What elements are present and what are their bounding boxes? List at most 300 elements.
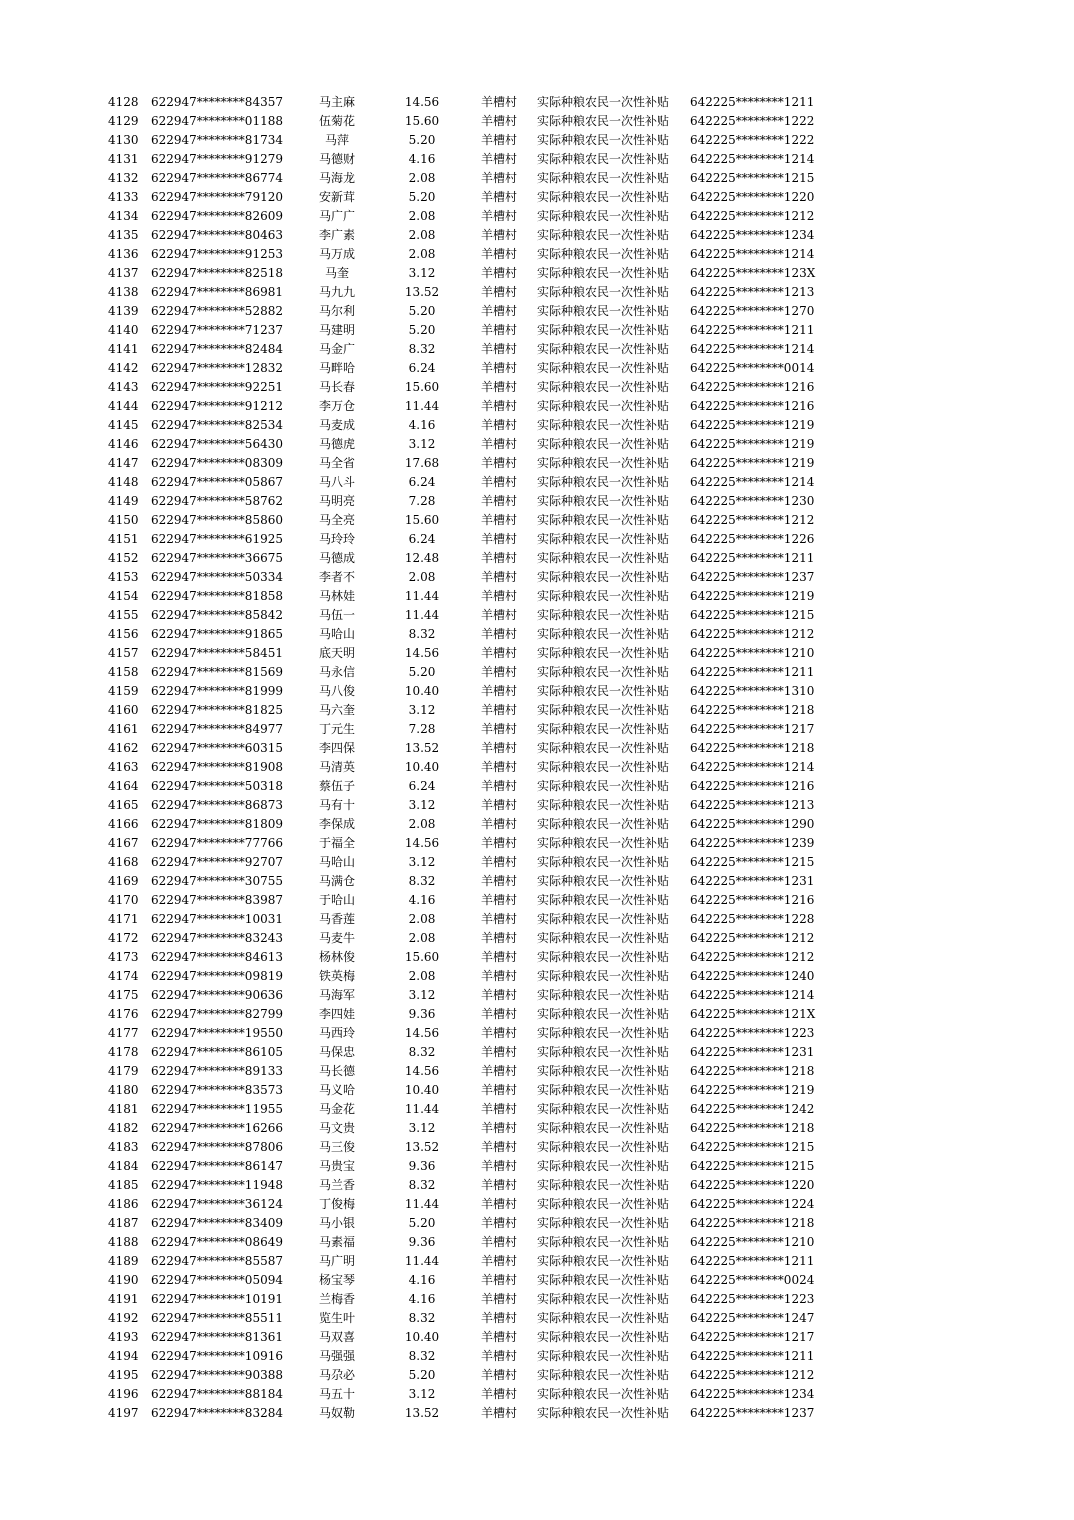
- village-name: 羊槽村: [480, 418, 517, 432]
- subsidy-type: 实际种粮农民一次性补贴: [536, 703, 669, 717]
- subsidy-amount: 14.56: [404, 1064, 440, 1078]
- table-row: [0, 1005, 1074, 1024]
- table-row: [0, 910, 1074, 929]
- village-name: 羊槽村: [480, 1045, 517, 1059]
- farmer-name: 马伍一: [318, 608, 355, 622]
- bank-card-number: 622947********82534: [151, 418, 283, 432]
- row-index: 4166: [108, 817, 139, 831]
- row-index: 4161: [108, 722, 139, 736]
- bank-card-number: 622947********60315: [151, 741, 283, 755]
- subsidy-amount: 3.12: [408, 1121, 436, 1135]
- row-index: 4139: [108, 304, 139, 318]
- table-row: [0, 1024, 1074, 1043]
- subsidy-type: 实际种粮农民一次性补贴: [536, 1406, 669, 1420]
- farmer-name: 丁俊梅: [318, 1197, 355, 1211]
- bank-card-number: 622947********01188: [151, 114, 283, 128]
- village-name: 羊槽村: [480, 95, 517, 109]
- row-index: 4146: [108, 437, 139, 451]
- bank-card-number: 622947********79120: [151, 190, 283, 204]
- village-name: 羊槽村: [480, 1178, 517, 1192]
- subsidy-amount: 14.56: [404, 836, 440, 850]
- id-card-number: 642225********1217: [690, 1330, 815, 1344]
- id-card-number: 642225********0014: [690, 361, 815, 375]
- bank-card-number: 622947********83573: [151, 1083, 283, 1097]
- village-name: 羊槽村: [480, 779, 517, 793]
- village-name: 羊槽村: [480, 931, 517, 945]
- bank-card-number: 622947********92707: [151, 855, 283, 869]
- village-name: 羊槽村: [480, 304, 517, 318]
- row-index: 4138: [108, 285, 139, 299]
- subsidy-amount: 3.12: [408, 798, 436, 812]
- row-index: 4169: [108, 874, 139, 888]
- id-card-number: 642225********1216: [690, 779, 815, 793]
- subsidy-type: 实际种粮农民一次性补贴: [536, 646, 669, 660]
- subsidy-type: 实际种粮农民一次性补贴: [536, 1292, 669, 1306]
- id-card-number: 642225********1215: [690, 855, 815, 869]
- farmer-name: 览生叶: [318, 1311, 355, 1325]
- row-index: 4185: [108, 1178, 139, 1192]
- subsidy-type: 实际种粮农民一次性补贴: [536, 551, 669, 565]
- id-card-number: 642225********1213: [690, 798, 815, 812]
- id-card-number: 642225********121X: [690, 1007, 816, 1021]
- id-card-number: 642225********1231: [690, 1045, 815, 1059]
- id-card-number: 642225********1218: [690, 1064, 815, 1078]
- subsidy-amount: 8.32: [408, 1311, 436, 1325]
- id-card-number: 642225********1247: [690, 1311, 815, 1325]
- subsidy-type: 实际种粮农民一次性补贴: [536, 1007, 669, 1021]
- row-index: 4180: [108, 1083, 139, 1097]
- bank-card-number: 622947********83987: [151, 893, 283, 907]
- bank-card-number: 622947********81858: [151, 589, 283, 603]
- table-row: [0, 530, 1074, 549]
- row-index: 4132: [108, 171, 139, 185]
- subsidy-type: 实际种粮农民一次性补贴: [536, 741, 669, 755]
- bank-card-number: 622947********85842: [151, 608, 283, 622]
- id-card-number: 642225********1218: [690, 1121, 815, 1135]
- row-index: 4165: [108, 798, 139, 812]
- subsidy-type: 实际种粮农民一次性补贴: [536, 304, 669, 318]
- village-name: 羊槽村: [480, 684, 517, 698]
- table-row: [0, 378, 1074, 397]
- table-row: [0, 967, 1074, 986]
- table-row: [0, 853, 1074, 872]
- subsidy-amount: 8.32: [408, 342, 436, 356]
- table-row: [0, 682, 1074, 701]
- bank-card-number: 622947********81734: [151, 133, 283, 147]
- subsidy-amount: 7.28: [408, 494, 436, 508]
- village-name: 羊槽村: [480, 1406, 517, 1420]
- farmer-name: 马文贵: [318, 1121, 355, 1135]
- subsidy-type: 实际种粮农民一次性补贴: [536, 190, 669, 204]
- bank-card-number: 622947********81908: [151, 760, 283, 774]
- row-index: 4188: [108, 1235, 139, 1249]
- subsidy-type: 实际种粮农民一次性补贴: [536, 1387, 669, 1401]
- subsidy-type: 实际种粮农民一次性补贴: [536, 171, 669, 185]
- bank-card-number: 622947********36124: [151, 1197, 283, 1211]
- row-index: 4191: [108, 1292, 139, 1306]
- table-row: [0, 473, 1074, 492]
- bank-card-number: 622947********90388: [151, 1368, 283, 1382]
- village-name: 羊槽村: [480, 1102, 517, 1116]
- subsidy-type: 实际种粮农民一次性补贴: [536, 1083, 669, 1097]
- table-row: [0, 1081, 1074, 1100]
- farmer-name: 马全省: [318, 456, 355, 470]
- village-name: 羊槽村: [480, 1349, 517, 1363]
- row-index: 4184: [108, 1159, 139, 1173]
- subsidy-amount: 5.20: [408, 304, 436, 318]
- bank-card-number: 622947********05867: [151, 475, 283, 489]
- row-index: 4140: [108, 323, 139, 337]
- table-row: [0, 739, 1074, 758]
- subsidy-type: 实际种粮农民一次性补贴: [536, 95, 669, 109]
- subsidy-type: 实际种粮农民一次性补贴: [536, 152, 669, 166]
- farmer-name: 马长春: [318, 380, 355, 394]
- bank-card-number: 622947********81569: [151, 665, 283, 679]
- id-card-number: 642225********1211: [690, 665, 815, 679]
- subsidy-type: 实际种粮农民一次性补贴: [536, 893, 669, 907]
- farmer-name: 马强强: [318, 1349, 355, 1363]
- bank-card-number: 622947********80463: [151, 228, 283, 242]
- table-row: [0, 321, 1074, 340]
- id-card-number: 642225********1234: [690, 1387, 815, 1401]
- subsidy-amount: 14.56: [404, 95, 440, 109]
- village-name: 羊槽村: [480, 133, 517, 147]
- subsidy-amount: 8.32: [408, 627, 436, 641]
- subsidy-amount: 3.12: [408, 855, 436, 869]
- subsidy-amount: 13.52: [404, 285, 440, 299]
- id-card-number: 642225********1212: [690, 627, 815, 641]
- village-name: 羊槽村: [480, 114, 517, 128]
- row-index: 4173: [108, 950, 139, 964]
- farmer-name: 马海军: [318, 988, 355, 1002]
- id-card-number: 642225********1222: [690, 133, 815, 147]
- subsidy-type: 实际种粮农民一次性补贴: [536, 399, 669, 413]
- table-row: [0, 834, 1074, 853]
- table-row: [0, 701, 1074, 720]
- subsidy-type: 实际种粮农民一次性补贴: [536, 684, 669, 698]
- farmer-name: 马清英: [318, 760, 355, 774]
- subsidy-amount: 9.36: [408, 1007, 436, 1021]
- subsidy-amount: 15.60: [404, 114, 440, 128]
- row-index: 4170: [108, 893, 139, 907]
- subsidy-type: 实际种粮农民一次性补贴: [536, 342, 669, 356]
- bank-card-number: 622947********92251: [151, 380, 283, 394]
- subsidy-amount: 11.44: [404, 608, 440, 622]
- table-row: [0, 1138, 1074, 1157]
- table-row: [0, 1233, 1074, 1252]
- id-card-number: 642225********1237: [690, 1406, 815, 1420]
- village-name: 羊槽村: [480, 703, 517, 717]
- bank-card-number: 622947********83243: [151, 931, 283, 945]
- id-card-number: 642225********1213: [690, 285, 815, 299]
- id-card-number: 642225********1226: [690, 532, 815, 546]
- row-index: 4193: [108, 1330, 139, 1344]
- bank-card-number: 622947********84613: [151, 950, 283, 964]
- id-card-number: 642225********1217: [690, 722, 815, 736]
- subsidy-amount: 8.32: [408, 874, 436, 888]
- village-name: 羊槽村: [480, 665, 517, 679]
- row-index: 4135: [108, 228, 139, 242]
- row-index: 4183: [108, 1140, 139, 1154]
- village-name: 羊槽村: [480, 228, 517, 242]
- subsidy-type: 实际种粮农民一次性补贴: [536, 437, 669, 451]
- village-name: 羊槽村: [480, 1083, 517, 1097]
- farmer-name: 李者不: [318, 570, 355, 584]
- bank-card-number: 622947********82518: [151, 266, 283, 280]
- village-name: 羊槽村: [480, 1197, 517, 1211]
- id-card-number: 642225********1214: [690, 342, 815, 356]
- id-card-number: 642225********1218: [690, 1216, 815, 1230]
- bank-card-number: 622947********81825: [151, 703, 283, 717]
- subsidy-amount: 6.24: [408, 361, 436, 375]
- id-card-number: 642225********1230: [690, 494, 815, 508]
- row-index: 4159: [108, 684, 139, 698]
- farmer-name: 马麦成: [318, 418, 355, 432]
- farmer-name: 马九九: [318, 285, 355, 299]
- farmer-name: 蔡伍子: [318, 779, 355, 793]
- bank-card-number: 622947********83409: [151, 1216, 283, 1230]
- table-row: [0, 1157, 1074, 1176]
- subsidy-type: 实际种粮农民一次性补贴: [536, 1140, 669, 1154]
- subsidy-amount: 5.20: [408, 190, 436, 204]
- table-row: [0, 264, 1074, 283]
- subsidy-amount: 4.16: [408, 893, 436, 907]
- row-index: 4158: [108, 665, 139, 679]
- table-row: [0, 796, 1074, 815]
- id-card-number: 642225********1214: [690, 152, 815, 166]
- farmer-name: 马哈山: [318, 627, 355, 641]
- village-name: 羊槽村: [480, 513, 517, 527]
- subsidy-amount: 17.68: [404, 456, 440, 470]
- table-row: [0, 1195, 1074, 1214]
- farmer-name: 马广明: [318, 1254, 355, 1268]
- village-name: 羊槽村: [480, 380, 517, 394]
- bank-card-number: 622947********85860: [151, 513, 283, 527]
- row-index: 4152: [108, 551, 139, 565]
- subsidy-amount: 7.28: [408, 722, 436, 736]
- subsidy-amount: 8.32: [408, 1178, 436, 1192]
- row-index: 4142: [108, 361, 139, 375]
- farmer-name: 马萍: [324, 133, 349, 147]
- farmer-name: 马德财: [318, 152, 355, 166]
- subsidy-amount: 5.20: [408, 1368, 436, 1382]
- farmer-name: 马尕必: [318, 1368, 355, 1382]
- table-row: [0, 549, 1074, 568]
- subsidy-amount: 11.44: [404, 1102, 440, 1116]
- row-index: 4137: [108, 266, 139, 280]
- id-card-number: 642225********1214: [690, 247, 815, 261]
- id-card-number: 642225********1212: [690, 1368, 815, 1382]
- id-card-number: 642225********1219: [690, 1083, 815, 1097]
- bank-card-number: 622947********84977: [151, 722, 283, 736]
- bank-card-number: 622947********90636: [151, 988, 283, 1002]
- id-card-number: 642225********1239: [690, 836, 815, 850]
- id-card-number: 642225********0024: [690, 1273, 815, 1287]
- table-row: [0, 625, 1074, 644]
- subsidy-amount: 2.08: [408, 570, 436, 584]
- subsidy-type: 实际种粮农民一次性补贴: [536, 817, 669, 831]
- row-index: 4163: [108, 760, 139, 774]
- farmer-name: 李四娃: [318, 1007, 355, 1021]
- subsidy-type: 实际种粮农民一次性补贴: [536, 1235, 669, 1249]
- subsidy-type: 实际种粮农民一次性补贴: [536, 475, 669, 489]
- farmer-name: 杨宝琴: [318, 1273, 355, 1287]
- farmer-name: 马保忠: [318, 1045, 355, 1059]
- subsidy-type: 实际种粮农民一次性补贴: [536, 988, 669, 1002]
- subsidy-amount: 3.12: [408, 703, 436, 717]
- bank-card-number: 622947********81809: [151, 817, 283, 831]
- bank-card-number: 622947********85587: [151, 1254, 283, 1268]
- bank-card-number: 622947********09819: [151, 969, 283, 983]
- table-row: [0, 226, 1074, 245]
- subsidy-type: 实际种粮农民一次性补贴: [536, 570, 669, 584]
- id-card-number: 642225********1242: [690, 1102, 815, 1116]
- bank-card-number: 622947********77766: [151, 836, 283, 850]
- row-index: 4197: [108, 1406, 139, 1420]
- village-name: 羊槽村: [480, 722, 517, 736]
- bank-card-number: 622947********10191: [151, 1292, 283, 1306]
- id-card-number: 642225********1211: [690, 1349, 815, 1363]
- farmer-name: 马金广: [318, 342, 355, 356]
- id-card-number: 642225********1228: [690, 912, 815, 926]
- farmer-name: 马八俊: [318, 684, 355, 698]
- village-name: 羊槽村: [480, 988, 517, 1002]
- village-name: 羊槽村: [480, 836, 517, 850]
- bank-card-number: 622947********61925: [151, 532, 283, 546]
- village-name: 羊槽村: [480, 399, 517, 413]
- subsidy-type: 实际种粮农民一次性补贴: [536, 513, 669, 527]
- subsidy-type: 实际种粮农民一次性补贴: [536, 1311, 669, 1325]
- subsidy-amount: 14.56: [404, 1026, 440, 1040]
- subsidy-amount: 4.16: [408, 1273, 436, 1287]
- id-card-number: 642225********1240: [690, 969, 815, 983]
- village-name: 羊槽村: [480, 798, 517, 812]
- subsidy-amount: 13.52: [404, 1140, 440, 1154]
- village-name: 羊槽村: [480, 209, 517, 223]
- id-card-number: 642225********1211: [690, 323, 815, 337]
- subsidy-amount: 8.32: [408, 1349, 436, 1363]
- subsidy-type: 实际种粮农民一次性补贴: [536, 114, 669, 128]
- subsidy-type: 实际种粮农民一次性补贴: [536, 1349, 669, 1363]
- row-index: 4147: [108, 456, 139, 470]
- subsidy-type: 实际种粮农民一次性补贴: [536, 1368, 669, 1382]
- village-name: 羊槽村: [480, 171, 517, 185]
- village-name: 羊槽村: [480, 247, 517, 261]
- row-index: 4150: [108, 513, 139, 527]
- row-index: 4155: [108, 608, 139, 622]
- row-index: 4176: [108, 1007, 139, 1021]
- row-index: 4156: [108, 627, 139, 641]
- village-name: 羊槽村: [480, 570, 517, 584]
- subsidy-type: 实际种粮农民一次性补贴: [536, 1197, 669, 1211]
- table-row: [0, 1062, 1074, 1081]
- id-card-number: 642225********1210: [690, 646, 815, 660]
- subsidy-amount: 9.36: [408, 1235, 436, 1249]
- table-row: [0, 663, 1074, 682]
- farmer-name: 马全亮: [318, 513, 355, 527]
- farmer-name: 马德虎: [318, 437, 355, 451]
- subsidy-type: 实际种粮农民一次性补贴: [536, 266, 669, 280]
- table-row: [0, 1043, 1074, 1062]
- subsidy-type: 实际种粮农民一次性补贴: [536, 627, 669, 641]
- table-row: [0, 511, 1074, 530]
- subsidy-type: 实际种粮农民一次性补贴: [536, 1121, 669, 1135]
- row-index: 4195: [108, 1368, 139, 1382]
- row-index: 4171: [108, 912, 139, 926]
- farmer-name: 铁英梅: [318, 969, 355, 983]
- row-index: 4128: [108, 95, 139, 109]
- subsidy-type: 实际种粮农民一次性补贴: [536, 665, 669, 679]
- table-row: [0, 1290, 1074, 1309]
- bank-card-number: 622947********08309: [151, 456, 283, 470]
- farmer-name: 马林娃: [318, 589, 355, 603]
- farmer-name: 底天明: [318, 646, 355, 660]
- id-card-number: 642225********1224: [690, 1197, 815, 1211]
- id-card-number: 642225********1220: [690, 1178, 815, 1192]
- id-card-number: 642225********1219: [690, 418, 815, 432]
- table-row: [0, 416, 1074, 435]
- id-card-number: 642225********1210: [690, 1235, 815, 1249]
- id-card-number: 642225********1223: [690, 1292, 815, 1306]
- subsidy-type: 实际种粮农民一次性补贴: [536, 1330, 669, 1344]
- id-card-number: 642225********123X: [690, 266, 816, 280]
- bank-card-number: 622947********81361: [151, 1330, 283, 1344]
- row-index: 4143: [108, 380, 139, 394]
- table-row: [0, 492, 1074, 511]
- row-index: 4149: [108, 494, 139, 508]
- farmer-name: 马畔哈: [318, 361, 355, 375]
- row-index: 4141: [108, 342, 139, 356]
- farmer-name: 于哈山: [318, 893, 355, 907]
- bank-card-number: 622947********83284: [151, 1406, 283, 1420]
- id-card-number: 642225********1223: [690, 1026, 815, 1040]
- village-name: 羊槽村: [480, 532, 517, 546]
- subsidy-type: 实际种粮农民一次性补贴: [536, 532, 669, 546]
- row-index: 4168: [108, 855, 139, 869]
- id-card-number: 642225********1219: [690, 589, 815, 603]
- table-row: [0, 606, 1074, 625]
- id-card-number: 642225********1216: [690, 893, 815, 907]
- row-index: 4192: [108, 1311, 139, 1325]
- village-name: 羊槽村: [480, 323, 517, 337]
- table-row: [0, 1328, 1074, 1347]
- row-index: 4157: [108, 646, 139, 660]
- id-card-number: 642225********1214: [690, 760, 815, 774]
- subsidy-amount: 2.08: [408, 969, 436, 983]
- village-name: 羊槽村: [480, 646, 517, 660]
- bank-card-number: 622947********71237: [151, 323, 283, 337]
- table-row: [0, 948, 1074, 967]
- subsidy-type: 实际种粮农民一次性补贴: [536, 285, 669, 299]
- farmer-name: 李四保: [318, 741, 355, 755]
- subsidy-amount: 5.20: [408, 133, 436, 147]
- village-name: 羊槽村: [480, 950, 517, 964]
- subsidy-type: 实际种粮农民一次性补贴: [536, 1064, 669, 1078]
- subsidy-type: 实际种粮农民一次性补贴: [536, 608, 669, 622]
- subsidy-type: 实际种粮农民一次性补贴: [536, 798, 669, 812]
- subsidy-amount: 2.08: [408, 912, 436, 926]
- row-index: 4144: [108, 399, 139, 413]
- village-name: 羊槽村: [480, 190, 517, 204]
- subsidy-amount: 6.24: [408, 475, 436, 489]
- table-row: [0, 1347, 1074, 1366]
- bank-card-number: 622947********82609: [151, 209, 283, 223]
- bank-card-number: 622947********91253: [151, 247, 283, 261]
- subsidy-type: 实际种粮农民一次性补贴: [536, 1045, 669, 1059]
- farmer-name: 马永信: [318, 665, 355, 679]
- row-index: 4177: [108, 1026, 139, 1040]
- row-index: 4167: [108, 836, 139, 850]
